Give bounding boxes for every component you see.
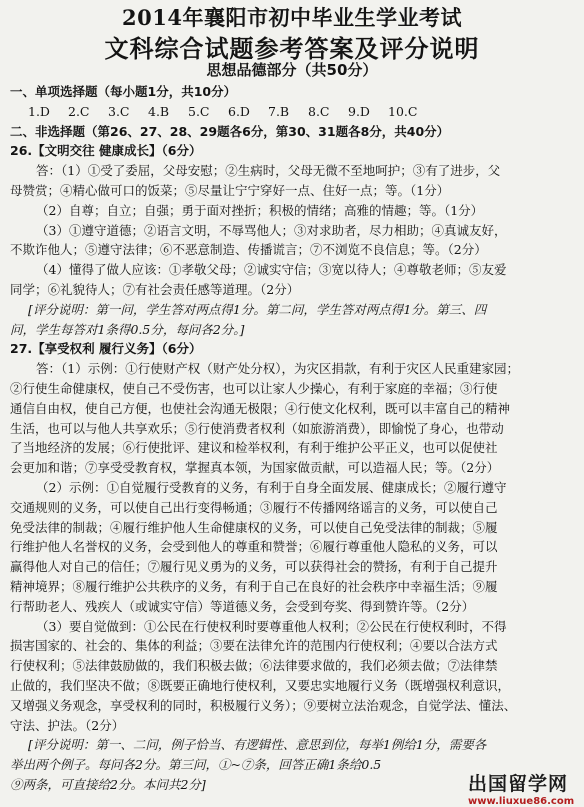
q27-line: （3）要自觉做到：①公民在行使权利时要尊重他人权利；②公民在行使权利时，不得 xyxy=(36,618,507,634)
q27-line: 行维护他人名誉权的义务，会受到他人的尊重和赞誉；⑥履行尊重他人隐私的义务，可以 xyxy=(10,539,498,555)
q27-line: 通信自由权，使自己方便，也使社会沟通无极限；④行使文化权利，既可以丰富自己的精神 xyxy=(10,400,511,416)
answer-item: 8.C xyxy=(308,103,330,119)
choice-answers xyxy=(10,102,576,122)
q27-line: 答：（1）示例：①行使财产权（财产处分权），为灾区捐款，有利于灾区人民重建家园； xyxy=(36,361,519,377)
q27-line: 守法、护法。（2分） xyxy=(10,717,125,733)
q26-line: （2）自尊；自立；自强；勇于面对挫折；积极的情绪；高雅的情趣；等。（1分） xyxy=(36,202,484,218)
q27-line: 行使权利；⑤法律鼓励做的，我们积极去做；⑥法律要求做的，我们必须去做；⑦法律禁 xyxy=(10,658,498,674)
q27-line: 损害国家的、社会的、集体的利益；③要在法律允许的范围内行使权利；④要以合法方式 xyxy=(10,638,498,654)
q27-scoring-note: ⑨两条，可直接给2分。本问共2分] xyxy=(10,776,206,792)
q27-line: 精神境界；⑧履行维护公共秩序的义务，有利于自己在良好的社会秩序中幸福生活；⑨履 xyxy=(10,578,498,594)
answer-item: 10.C xyxy=(388,103,418,119)
q26-line: （4）懂得了做人应该：①孝敬父母；②诚实守信；③宽以待人；④尊敬老师；⑤友爱 xyxy=(36,262,507,278)
section-subtitle: 思想品德部分（共50分） xyxy=(206,61,378,79)
q27-line: 行帮助老人、残疾人（或诚实守信）等道德义务，会受到夸奖、得到赞许等。（2分） xyxy=(10,598,475,614)
answer-item: 2.C xyxy=(68,103,90,119)
q26-line: 答：（1）①受了委屈，父母安慰；②生病时，父母无微不至地呵护；③有了进步，父 xyxy=(36,163,501,179)
q26-line: 母赞赏；④精心做可口的饭菜；⑤尽量让宁宁穿好一点、住好一点；等。（1分） xyxy=(10,182,450,198)
document-body xyxy=(10,82,576,795)
q26-scoring-note: [评分说明：第一问，学生答对两点得1分。第二问，学生答对两点得1分。第三、四 xyxy=(28,301,487,317)
watermark-text: 出国留学网 xyxy=(468,773,569,795)
q26-heading: 26.【文明交往 健康成长】（6分） xyxy=(10,143,202,159)
answer-item: 3.C xyxy=(108,103,130,119)
q27-line: （2）示例：①自觉履行受教育的义务，有利于自身全面发展、健康成长；②履行遵守 xyxy=(36,479,507,495)
answer-item: 9.D xyxy=(348,103,370,119)
q26-line: （3）①遵守道德；②语言文明，不辱骂他人；③对求助者，尽力相助；④真诚友好， xyxy=(36,222,507,238)
q27-line: 赢得他人对自己的信任；⑦履行见义勇为的义务，可以获得社会的赞扬，有利于自己提升 xyxy=(10,559,498,575)
document-title: 文科综合试题参考答案及评分说明 xyxy=(104,35,480,63)
answer-item: 6.D xyxy=(228,103,250,119)
q27-line: 会更加和谐；⑦享受受教育权，掌握真本领，为国家做贡献，可以造福人民；等。（2分） xyxy=(10,460,500,476)
q27-line: 止做的，我们坚决不做；⑧既要正确地行使权利，又要忠实地履行义务（既增强权利意识， xyxy=(10,677,511,693)
site-watermark-logo xyxy=(468,769,580,807)
q27-scoring-note: 举出两个例子。每问各2分。第三问，①~⑦条，回答正确1条给0.5 xyxy=(10,757,382,773)
section1-heading: 一、单项选择题（每小题1分，共10分） xyxy=(10,84,237,99)
q27-line: 又增强义务观念，享受权利的同时，积极履行义务）；⑨要树立法治观念，自觉学法、懂法、 xyxy=(10,697,517,713)
answer-item: 5.C xyxy=(188,103,210,119)
q27-scoring-note: [评分说明：第一、二问，例子恰当、有逻辑性、意思到位，每举1例给1分，需要各 xyxy=(28,737,487,753)
q26-line: 不欺诈他人；⑤遵守法律；⑥不恶意制造、传播谎言；⑦不浏览不良信息；等。（2分） xyxy=(10,242,487,258)
q27-line: 交通规则的义务，可以使自己出行变得畅通；③履行不传播网络谣言的义务，可以使自己 xyxy=(10,499,498,515)
answer-item: 7.B xyxy=(268,103,290,119)
section2-heading: 二、非选择题（第26、27、28、29题各6分，第30、31题各8分，共40分） xyxy=(10,123,450,139)
watermark-url: www.liuxue86.com xyxy=(468,796,575,807)
answer-item: 1.D xyxy=(28,103,50,119)
exam-title: 2014年襄阳市初中毕业生学业考试 xyxy=(122,5,462,30)
q26-scoring-note: 问，学生每答对1条得0.5分，每问各2分。] xyxy=(10,321,245,337)
q27-line: 生活，也可以与他人共享欢乐；⑤行使消费者权利（如旅游消费），即愉悦了身心，也带动 xyxy=(10,420,504,436)
q27-line: 免受法律的制裁；④履行维护他人生命健康权的义务，可以使自己免受法律的制裁；⑤履 xyxy=(10,519,498,535)
q26-line: 同学；⑥礼貌待人；⑦有社会责任感等道理。（2分） xyxy=(10,281,300,297)
q27-line: ②行使生命健康权，使自己不受伤害，也可以让家人少操心，有利于家庭的幸福；③行使 xyxy=(10,380,498,396)
q27-line: 了当地经济的发展；⑥行使批评、建议和检举权利，有利于维护公平正义，也可以促使社 xyxy=(10,440,498,456)
answer-item: 4.B xyxy=(148,103,170,119)
q27-heading: 27.【享受权利 履行义务】（6分） xyxy=(10,341,202,357)
